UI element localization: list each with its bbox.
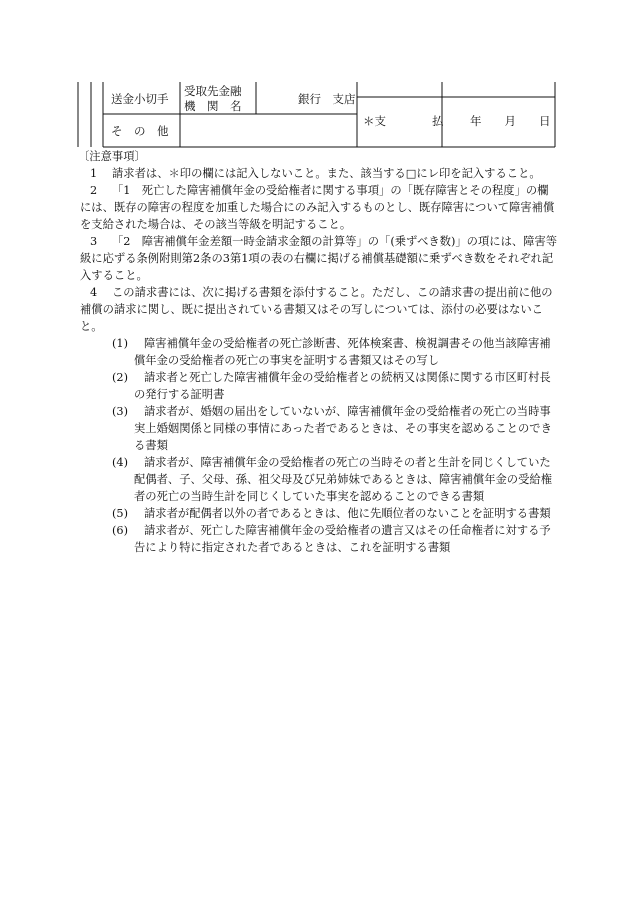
note-subitem: (6) 請求者が、死亡した障害補償年金の受給権者の遺言又はその任命権者に対する予告により特に指定された者であるときは、これを証明する書類 — [112, 524, 551, 554]
payment-date-field: 年 月 日 — [470, 114, 551, 128]
remit-check-label: 送金小切手 — [111, 92, 169, 106]
note-item: 1 請求者は、＊印の欄には記入しないこと。また、該当する□にレ印を記入すること。 — [90, 167, 541, 180]
notes-heading: 〔注意事項〕 — [78, 150, 146, 163]
note-item: 4 この請求書には、次に掲げる書類を添付すること。ただし、この請求書の提出前に他の補償の請求に関し、既に提出されている書類又はその写しについては、添付の必要はないこと。 — [80, 286, 553, 333]
bank-branch-field: 銀行 支店 — [298, 92, 356, 106]
note-item: 2 「1 死亡した障害補償年金の受給権者に関する事項」の「既存障害とその程度」の欄には、既存の障害の程度を加重した場合にのみ記入するものとし、既存障害について障害補償を支給された場合は、その該当等級を明記すること。 — [80, 184, 555, 231]
note-subitem: (5) 請求者が配偶者以外の者であるときは、他に先順位者のないことを証明する書類 — [112, 507, 551, 520]
note-subitem: (4) 請求者が、障害補償年金の受給権者の死亡の当時その者と生計を同じくしていた配偶者、子、父母、孫、祖父母及び兄弟姉妹であるときは、障害補償年金の受給権者の死亡の当時生計を同じくしていた事実を認めることのできる書類 — [112, 456, 552, 503]
notes-section — [78, 148, 558, 556]
note-item: 3 「2 障害補償年金差額一時金請求金額の計算等」の「(乗ずべき数)」の項には、障害等級に応ずる条例附則第2条の3第1項の表の右欄に掲げる補償基礎額に乗ずべき数をそれぞれ記入すること。 — [80, 235, 558, 282]
payment-label: ＊支 払 — [363, 114, 444, 128]
bank-label-line1: 受取先金融 — [184, 84, 242, 98]
other-label: そ の 他 — [111, 124, 169, 138]
bank-label-line2: 機 関 名 — [184, 99, 242, 113]
note-subitem: (3) 請求者が、婚姻の届出をしていないが、障害補償年金の受給権者の死亡の当時事実上婚姻関係と同様の事情にあった者であるときは、その事実を認めることのできる書類 — [112, 405, 552, 452]
note-subitem: (2) 請求者と死亡した障害補償年金の受給権者との続柄又は関係に関する市区町村長の発行する証明書 — [112, 371, 551, 401]
note-subitem: (1) 障害補償年金の受給権者の死亡診断書、死体検案書、検視調書その他当該障害補償年金の受給権者の死亡の事実を証明する書類又はその写し — [112, 337, 551, 367]
